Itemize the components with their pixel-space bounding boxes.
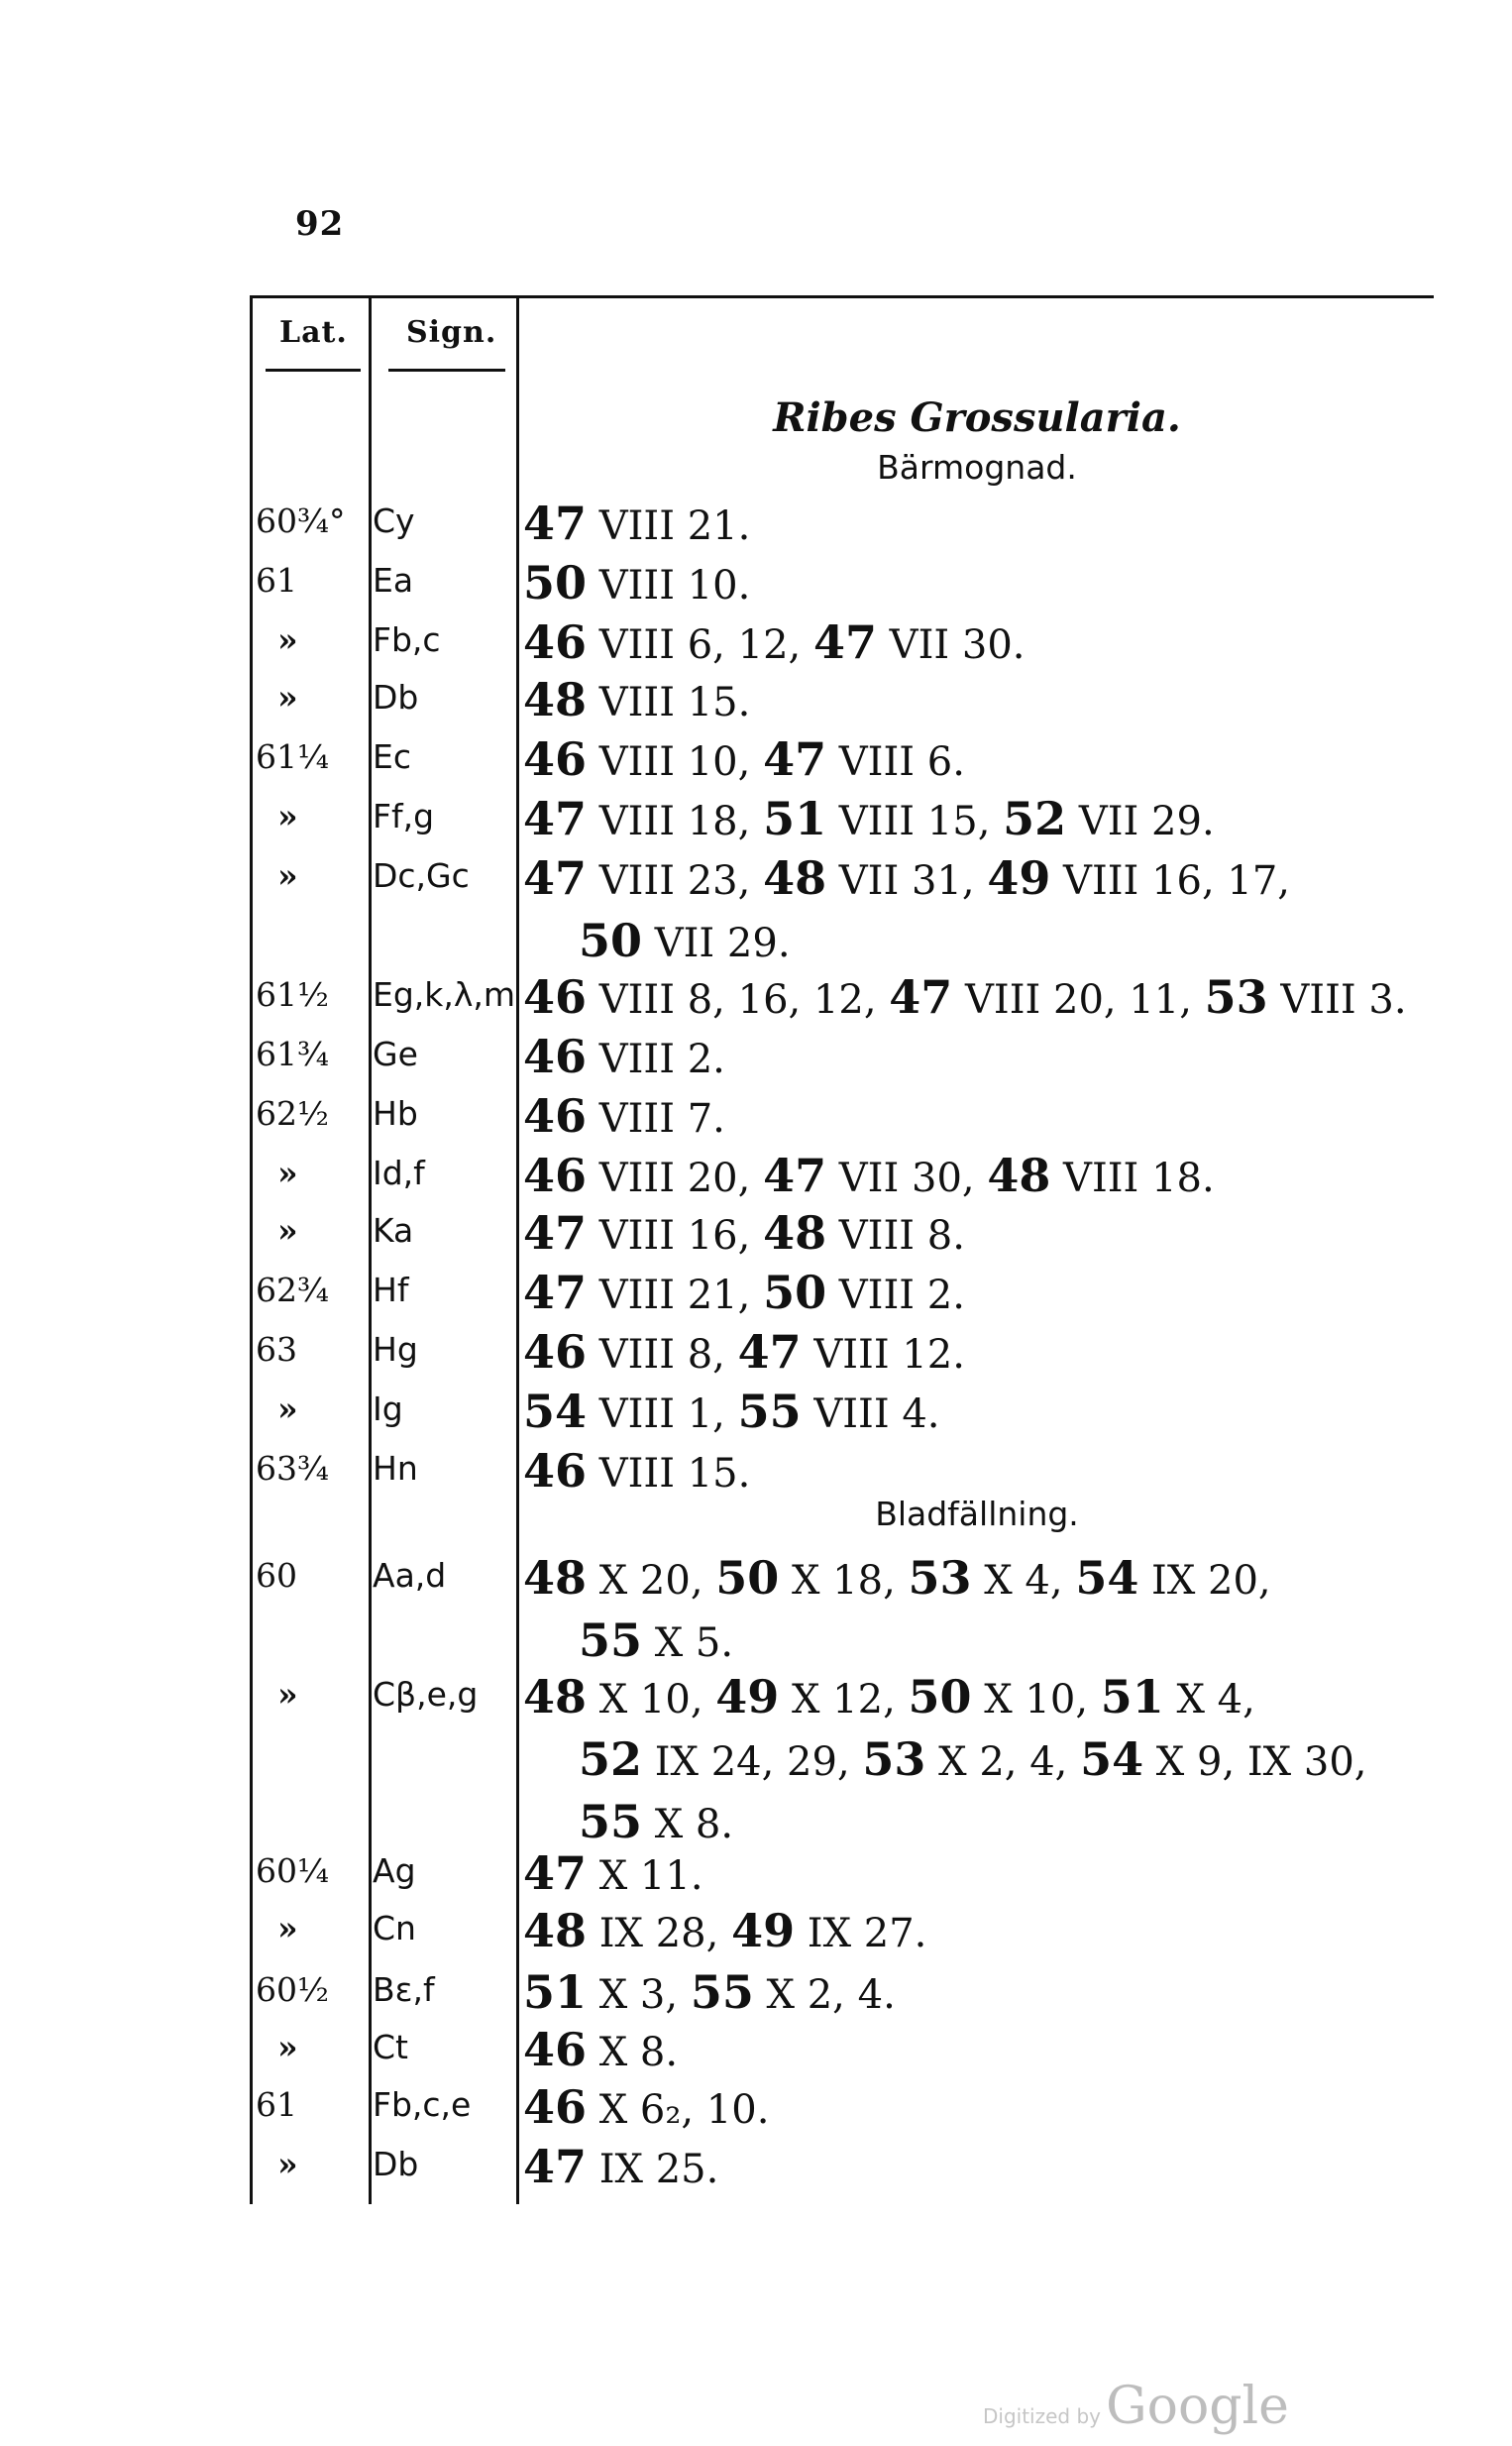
station-sign-cell: Cβ,e,g <box>373 1675 479 1714</box>
year-value: 55 <box>737 1385 802 1438</box>
date-value: IX 25. <box>587 2147 719 2192</box>
year-value: 50 <box>908 1670 972 1723</box>
latitude-cell: » <box>277 1154 298 1192</box>
latitude-cell: 61¼ <box>256 737 329 776</box>
date-value: X 9, IX 30, <box>1143 1739 1367 1785</box>
sign-column-header: Sign. <box>406 315 497 350</box>
date-value: X 8. <box>587 2030 679 2075</box>
date-value: VIII 16, <box>587 1213 764 1259</box>
date-value: VIII 8, <box>587 1332 738 1378</box>
observation-line <box>523 1203 1455 1266</box>
station-sign-cell: Id,f <box>373 1154 425 1192</box>
latitude-cell: » <box>277 1211 298 1250</box>
observation-line <box>523 612 1455 675</box>
date-value: X 4, <box>1163 1677 1255 1723</box>
station-sign-cell: Ff,g <box>373 797 435 835</box>
date-value: VIII 23, <box>587 858 764 904</box>
date-value: VIII 15. <box>587 680 751 725</box>
date-value: X 4, <box>971 1558 1076 1604</box>
latitude-cell: 62¾ <box>256 1271 329 1309</box>
year-value: 46 <box>523 1030 588 1083</box>
station-sign-cell: Hf <box>373 1271 409 1309</box>
date-value: VIII 8, 16, 12, <box>587 977 890 1023</box>
year-value: 47 <box>523 1206 588 1260</box>
date-value: VIII 10, <box>587 739 764 785</box>
date-value: VII 31, <box>826 858 988 904</box>
observation-cell <box>523 1086 1455 1149</box>
observation-cell <box>523 1263 1455 1325</box>
latitude-cell: » <box>277 2028 298 2066</box>
date-value: IX 24, 29, <box>642 1739 863 1785</box>
year-value: 55 <box>690 1965 754 2019</box>
station-sign-cell: Aa,d <box>373 1556 447 1595</box>
year-value: 46 <box>523 1149 588 1202</box>
observation-line <box>523 1027 1455 1089</box>
observation-cell <box>523 494 1455 556</box>
year-value: 46 <box>523 1325 588 1379</box>
date-value: VIII 20, <box>587 1156 764 1201</box>
latitude-cell: 63¾ <box>256 1449 329 1488</box>
year-value: 49 <box>731 1904 796 1957</box>
date-value: VII 30, <box>826 1156 988 1201</box>
observation-cell <box>523 1962 1455 2025</box>
date-value: VIII 8. <box>826 1213 965 1259</box>
observation-cell <box>523 1843 1455 1906</box>
latitude-cell: 63 <box>256 1330 297 1369</box>
date-value: VIII 6. <box>826 739 965 785</box>
year-value: 47 <box>763 1149 827 1202</box>
year-value: 50 <box>579 914 643 967</box>
observation-line <box>523 670 1455 732</box>
observation-cell <box>523 1548 1455 1673</box>
observation-cell <box>523 967 1455 1030</box>
year-value: 46 <box>523 970 588 1024</box>
observation-cell <box>523 848 1455 973</box>
watermark-brand: Google <box>1106 2377 1289 2436</box>
observation-cell <box>523 1027 1455 1089</box>
observation-cell <box>523 1667 1455 1854</box>
observation-line <box>523 1263 1455 1325</box>
station-sign-cell: Fb,c,e <box>373 2085 472 2124</box>
year-value: 54 <box>1080 1732 1144 1786</box>
date-value: VIII 16, 17, <box>1050 858 1291 904</box>
latitude-cell: » <box>277 1390 298 1428</box>
observation-cell <box>523 2137 1455 2199</box>
latitude-cell: 61 <box>256 2085 297 2124</box>
date-value: VIII 12. <box>801 1332 965 1378</box>
latitude-cell: » <box>277 678 298 717</box>
year-value: 53 <box>1204 970 1268 1024</box>
date-value: X 3, <box>587 1972 691 2018</box>
station-sign-cell: Ec <box>373 737 411 776</box>
date-value: X 10, <box>971 1677 1101 1723</box>
date-value: VIII 21, <box>587 1273 764 1318</box>
observation-cell <box>523 1901 1455 1963</box>
observation-line <box>523 1441 1455 1503</box>
year-value: 47 <box>737 1325 802 1379</box>
latitude-cell: 62½ <box>256 1094 329 1133</box>
date-value: VIII 4. <box>801 1391 940 1437</box>
observation-cell <box>523 1203 1455 1266</box>
observation-line <box>523 911 1455 973</box>
year-value: 48 <box>523 1551 588 1605</box>
date-value: VIII 21. <box>587 503 751 549</box>
observation-line <box>523 729 1455 792</box>
date-value: IX 20, <box>1138 1558 1271 1604</box>
date-value: VII 30. <box>876 622 1026 668</box>
station-sign-cell: Ka <box>373 1211 414 1250</box>
digitized-watermark <box>983 2377 1289 2436</box>
latitude-cell: 60 <box>256 1556 297 1595</box>
observation-line <box>523 2077 1455 2140</box>
date-value: IX 28, <box>587 1911 732 1956</box>
date-value: X 11. <box>587 1853 703 1899</box>
year-value: 53 <box>862 1732 926 1786</box>
date-value: X 8. <box>642 1802 734 1847</box>
year-value: 47 <box>523 851 588 905</box>
year-value: 51 <box>1100 1670 1164 1723</box>
observation-cell <box>523 729 1455 792</box>
watermark-prefix: Digitized by <box>983 2404 1101 2428</box>
section-heading-barmognad: Bärmognad. <box>877 448 1077 487</box>
year-value: 52 <box>1003 792 1067 845</box>
observation-cell <box>523 1441 1455 1503</box>
year-value: 48 <box>523 1904 588 1957</box>
date-value: VIII 6, 12, <box>587 622 813 668</box>
date-value: X 18, <box>779 1558 909 1604</box>
date-value: VIII 15. <box>587 1451 751 1497</box>
observation-cell <box>523 1382 1455 1444</box>
lat-column-header: Lat. <box>279 315 348 350</box>
year-value: 48 <box>523 673 588 726</box>
year-value: 55 <box>579 1613 643 1667</box>
latitude-cell: » <box>277 2145 298 2183</box>
latitude-cell: 61½ <box>256 975 329 1014</box>
latitude-cell: » <box>277 856 298 895</box>
latitude-cell: » <box>277 1909 298 1947</box>
station-sign-cell: Bε,f <box>373 1970 435 2009</box>
station-sign-cell: Hb <box>373 1094 418 1133</box>
latitude-cell: » <box>277 797 298 835</box>
observation-line <box>523 967 1455 1030</box>
year-value: 52 <box>579 1732 643 1786</box>
observation-cell <box>523 2077 1455 2140</box>
year-value: 48 <box>987 1149 1051 1202</box>
year-value: 54 <box>523 1385 588 1438</box>
year-value: 47 <box>763 732 827 786</box>
year-value: 50 <box>715 1551 780 1605</box>
observation-line <box>523 2020 1455 2082</box>
date-value: VIII 18. <box>1050 1156 1215 1201</box>
section-heading-bladfallning: Bladfällning. <box>875 1495 1079 1533</box>
year-value: 49 <box>987 851 1051 905</box>
station-sign-cell: Eg,k,λ,m <box>373 975 516 1014</box>
year-value: 51 <box>763 792 827 845</box>
station-sign-cell: Dc,Gc <box>373 856 470 895</box>
station-sign-cell: Ag <box>373 1851 416 1890</box>
observation-line <box>523 1382 1455 1444</box>
year-value: 48 <box>523 1670 588 1723</box>
date-value: X 12, <box>779 1677 909 1723</box>
observation-cell <box>523 553 1455 615</box>
date-value: VIII 15, <box>826 799 1004 844</box>
year-value: 50 <box>523 556 588 610</box>
observation-line <box>523 553 1455 615</box>
year-value: 51 <box>523 1965 588 2019</box>
observation-line <box>523 2137 1455 2199</box>
year-value: 53 <box>908 1551 972 1605</box>
observation-line <box>523 1962 1455 2025</box>
date-value: VIII 7. <box>587 1096 725 1142</box>
year-value: 47 <box>523 1846 588 1900</box>
station-sign-cell: Ct <box>373 2028 408 2066</box>
station-sign-cell: Ge <box>373 1035 418 1073</box>
latitude-cell: » <box>277 620 298 659</box>
date-value: X 5. <box>642 1620 734 1666</box>
date-value: VIII 10. <box>587 563 751 609</box>
year-value: 49 <box>715 1670 780 1723</box>
date-value: IX 27. <box>795 1911 927 1956</box>
date-value: VII 29. <box>1066 799 1215 844</box>
observation-line <box>523 1667 1455 1729</box>
observation-line <box>523 848 1455 911</box>
date-value: VIII 2. <box>826 1273 965 1318</box>
year-value: 46 <box>523 2023 588 2076</box>
species-title: Ribes Grossularia. <box>773 394 1181 441</box>
year-value: 47 <box>523 1266 588 1319</box>
observation-line <box>523 1611 1455 1673</box>
observation-line <box>523 1843 1455 1906</box>
station-sign-cell: Ea <box>373 561 414 600</box>
year-value: 47 <box>523 497 588 550</box>
station-sign-cell: Hg <box>373 1330 418 1369</box>
date-value: X 2, 4, <box>925 1739 1081 1785</box>
latitude-cell: 60½ <box>256 1970 329 2009</box>
date-value: X 10, <box>587 1677 716 1723</box>
latitude-cell: » <box>277 1675 298 1714</box>
observation-cell <box>523 1146 1455 1208</box>
station-sign-cell: Cy <box>373 501 415 540</box>
year-value: 47 <box>523 2140 588 2193</box>
station-sign-cell: Cn <box>373 1909 416 1947</box>
date-value: X 6₂, 10. <box>587 2087 770 2133</box>
year-value: 46 <box>523 732 588 786</box>
latitude-cell: 60¾° <box>256 501 346 540</box>
date-value: VIII 3. <box>1267 977 1407 1023</box>
station-sign-cell: Db <box>373 678 419 717</box>
observation-line <box>523 1146 1455 1208</box>
year-value: 47 <box>889 970 953 1024</box>
date-value: X 20, <box>587 1558 716 1604</box>
station-sign-cell: Db <box>373 2145 419 2183</box>
year-value: 48 <box>763 1206 827 1260</box>
date-value: VIII 18, <box>587 799 764 844</box>
year-value: 46 <box>523 1089 588 1143</box>
observation-cell <box>523 789 1455 851</box>
date-value: VII 29. <box>642 921 791 966</box>
station-sign-cell: Ig <box>373 1390 403 1428</box>
observation-line <box>523 494 1455 556</box>
station-sign-cell: Fb,c <box>373 620 441 659</box>
date-value: VIII 1, <box>587 1391 738 1437</box>
observation-cell <box>523 612 1455 675</box>
date-value: X 2, 4. <box>753 1972 896 2018</box>
year-value: 48 <box>763 851 827 905</box>
latitude-cell: 61 <box>256 561 297 600</box>
observation-line <box>523 1548 1455 1611</box>
latitude-cell: 60¼ <box>256 1851 329 1890</box>
date-value: VIII 20, 11, <box>952 977 1205 1023</box>
year-value: 50 <box>763 1266 827 1319</box>
year-value: 46 <box>523 1444 588 1498</box>
year-value: 54 <box>1075 1551 1139 1605</box>
observation-cell <box>523 1322 1455 1385</box>
observation-cell <box>523 670 1455 732</box>
latitude-cell: 61¾ <box>256 1035 329 1073</box>
observation-line <box>523 1322 1455 1385</box>
observation-cell <box>523 2020 1455 2082</box>
year-value: 55 <box>579 1795 643 1848</box>
station-sign-cell: Hn <box>373 1449 418 1488</box>
observation-line <box>523 789 1455 851</box>
date-value: VIII 2. <box>587 1037 725 1082</box>
observation-line <box>523 1729 1455 1792</box>
observation-line <box>523 1901 1455 1963</box>
page-number: 92 <box>295 204 345 244</box>
year-value: 47 <box>812 615 877 669</box>
observation-line <box>523 1086 1455 1149</box>
year-value: 46 <box>523 615 588 669</box>
year-value: 47 <box>523 792 588 845</box>
year-value: 46 <box>523 2080 588 2134</box>
